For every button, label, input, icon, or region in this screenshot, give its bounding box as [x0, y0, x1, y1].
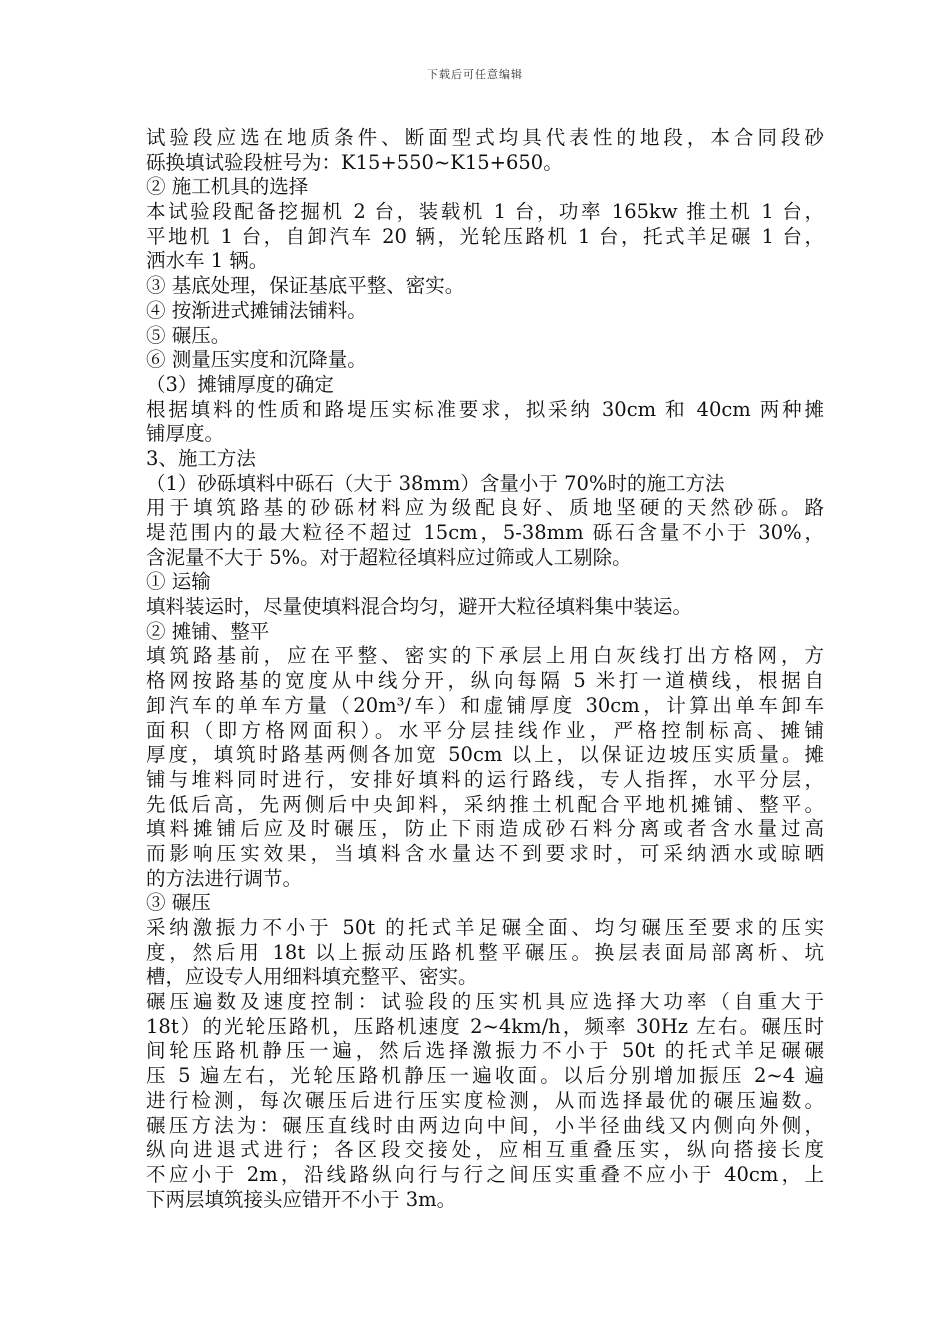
- text-line: 铺厚度。: [146, 422, 225, 446]
- text-line: 而影响压实效果，当填料含水量达不到要求时，可采纳洒水或晾晒: [146, 841, 824, 865]
- text-line: ② 施工机具的选择: [146, 175, 309, 199]
- text-line: 不应小于 2m，沿线路纵向行与行之间压实重叠不应小于 40cm，上: [146, 1162, 824, 1186]
- text-line: ⑤ 碾压。: [146, 323, 231, 347]
- text-line: 用于填筑路基的砂砾材料应为级配良好、质地坚硬的天然砂砾。路: [146, 496, 824, 520]
- text-line: 压 5 遍左右，光轮压路机静压一遍收面。以后分别增加振压 2~4 遍: [146, 1064, 824, 1088]
- text-line: 堤范围内的最大粒径不超过 15cm，5-38mm 砾石含量不小于 30%，: [146, 521, 824, 544]
- text-line: 18t）的光轮压路机，压路机速度 2~4km/h，频率 30Hz 左右。碾压时: [146, 1014, 824, 1038]
- text-line: 含泥量不大于 5%。对于超粒径填料应过筛或人工剔除。: [146, 545, 632, 569]
- text-line: 砾换填试验段桩号为：K15+550~K15+650。: [146, 150, 563, 174]
- text-line: 下两层填筑接头应错开不小于 3m。: [146, 1187, 457, 1211]
- text-line: 间轮压路机静压一遍，然后选择激振力不小于 50t 的托式羊足碾碾: [146, 1039, 824, 1063]
- text-line: ④ 按渐进式摊铺法铺料。: [146, 298, 367, 322]
- text-line: 度，然后用 18t 以上振动压路机整平碾压。换层表面局部离析、坑: [146, 940, 824, 964]
- text-line: 填筑路基前，应在平整、密实的下承层上用白灰线打出方格网，方: [146, 644, 824, 668]
- text-line: 铺与堆料同时进行，安排好填料的运行路线，专人指挥，水平分层，: [146, 767, 824, 791]
- text-line: 碾压方法为：碾压直线时由两边向中间，小半径曲线又内侧向外侧，: [146, 1113, 824, 1137]
- text-line: ⑥ 测量压实度和沉降量。: [146, 348, 367, 372]
- text-line: 卸汽车的单车方量（20m³/车）和虚铺厚度 30cm，计算出单车卸车: [146, 693, 824, 717]
- text-line: 碾压遍数及速度控制：试验段的压实机具应选择大功率（自重大于: [146, 990, 824, 1014]
- text-line: （3）摊铺厚度的确定: [146, 372, 334, 396]
- text-line: 试验段应选在地质条件、断面型式均具代表性的地段，本合同段砂: [146, 126, 824, 149]
- text-line: ③ 碾压: [146, 891, 211, 915]
- document-body: [146, 126, 824, 1212]
- text-line: 厚度，填筑时路基两侧各加宽 50cm 以上，以保证边坡压实质量。摊: [146, 743, 824, 767]
- text-line: ② 摊铺、整平: [146, 619, 270, 643]
- text-line: 采纳激振力不小于 50t 的托式羊足碾全面、均匀碾压至要求的压实: [146, 916, 824, 939]
- text-line: 槽，应设专人用细料填充整平、密实。: [146, 965, 478, 989]
- text-line: 先低后高，先两侧后中央卸料，采纳推土机配合平地机摊铺、整平。: [146, 792, 824, 816]
- text-line: ① 运输: [146, 570, 211, 594]
- text-line: 的方法进行调节。: [146, 866, 303, 890]
- text-line: 根据填料的性质和路堤压实标准要求，拟采纳 30cm 和 40cm 两种摊: [146, 397, 824, 421]
- text-line: 洒水车 1 辆。: [146, 249, 269, 273]
- text-line: ③ 基底处理，保证基底平整、密实。: [146, 274, 465, 298]
- text-line: 3、施工方法: [146, 446, 256, 470]
- text-line: 纵向进退式进行；各区段交接处，应相互重叠压实，纵向搭接长度: [146, 1138, 824, 1162]
- text-line: （1）砂砾填料中砾石（大于 38mm）含量小于 70%时的施工方法: [146, 471, 725, 495]
- text-line: 进行检测，每次碾压后进行压实度检测，从而选择最优的碾压遍数。: [146, 1088, 824, 1112]
- text-line: 填料装运时，尽量使填料混合均匀，避开大粒径填料集中装运。: [146, 595, 693, 619]
- page-header: 下载后可任意编辑: [427, 68, 523, 81]
- text-line: 本试验段配备挖掘机 2 台，装载机 1 台，功率 165kw 推土机 1 台，: [146, 200, 824, 224]
- text-line: 面积（即方格网面积）。水平分层挂线作业，严格控制标高、摊铺: [146, 718, 824, 742]
- text-line: 平地机 1 台，自卸汽车 20 辆，光轮压路机 1 台，托式羊足碾 1 台，: [146, 224, 824, 248]
- text-line: 填料摊铺后应及时碾压，防止下雨造成砂石料分离或者含水量过高: [146, 817, 824, 841]
- text-line: 格网按路基的宽度从中线分开，纵向每隔 5 米打一道横线，根据自: [146, 669, 824, 693]
